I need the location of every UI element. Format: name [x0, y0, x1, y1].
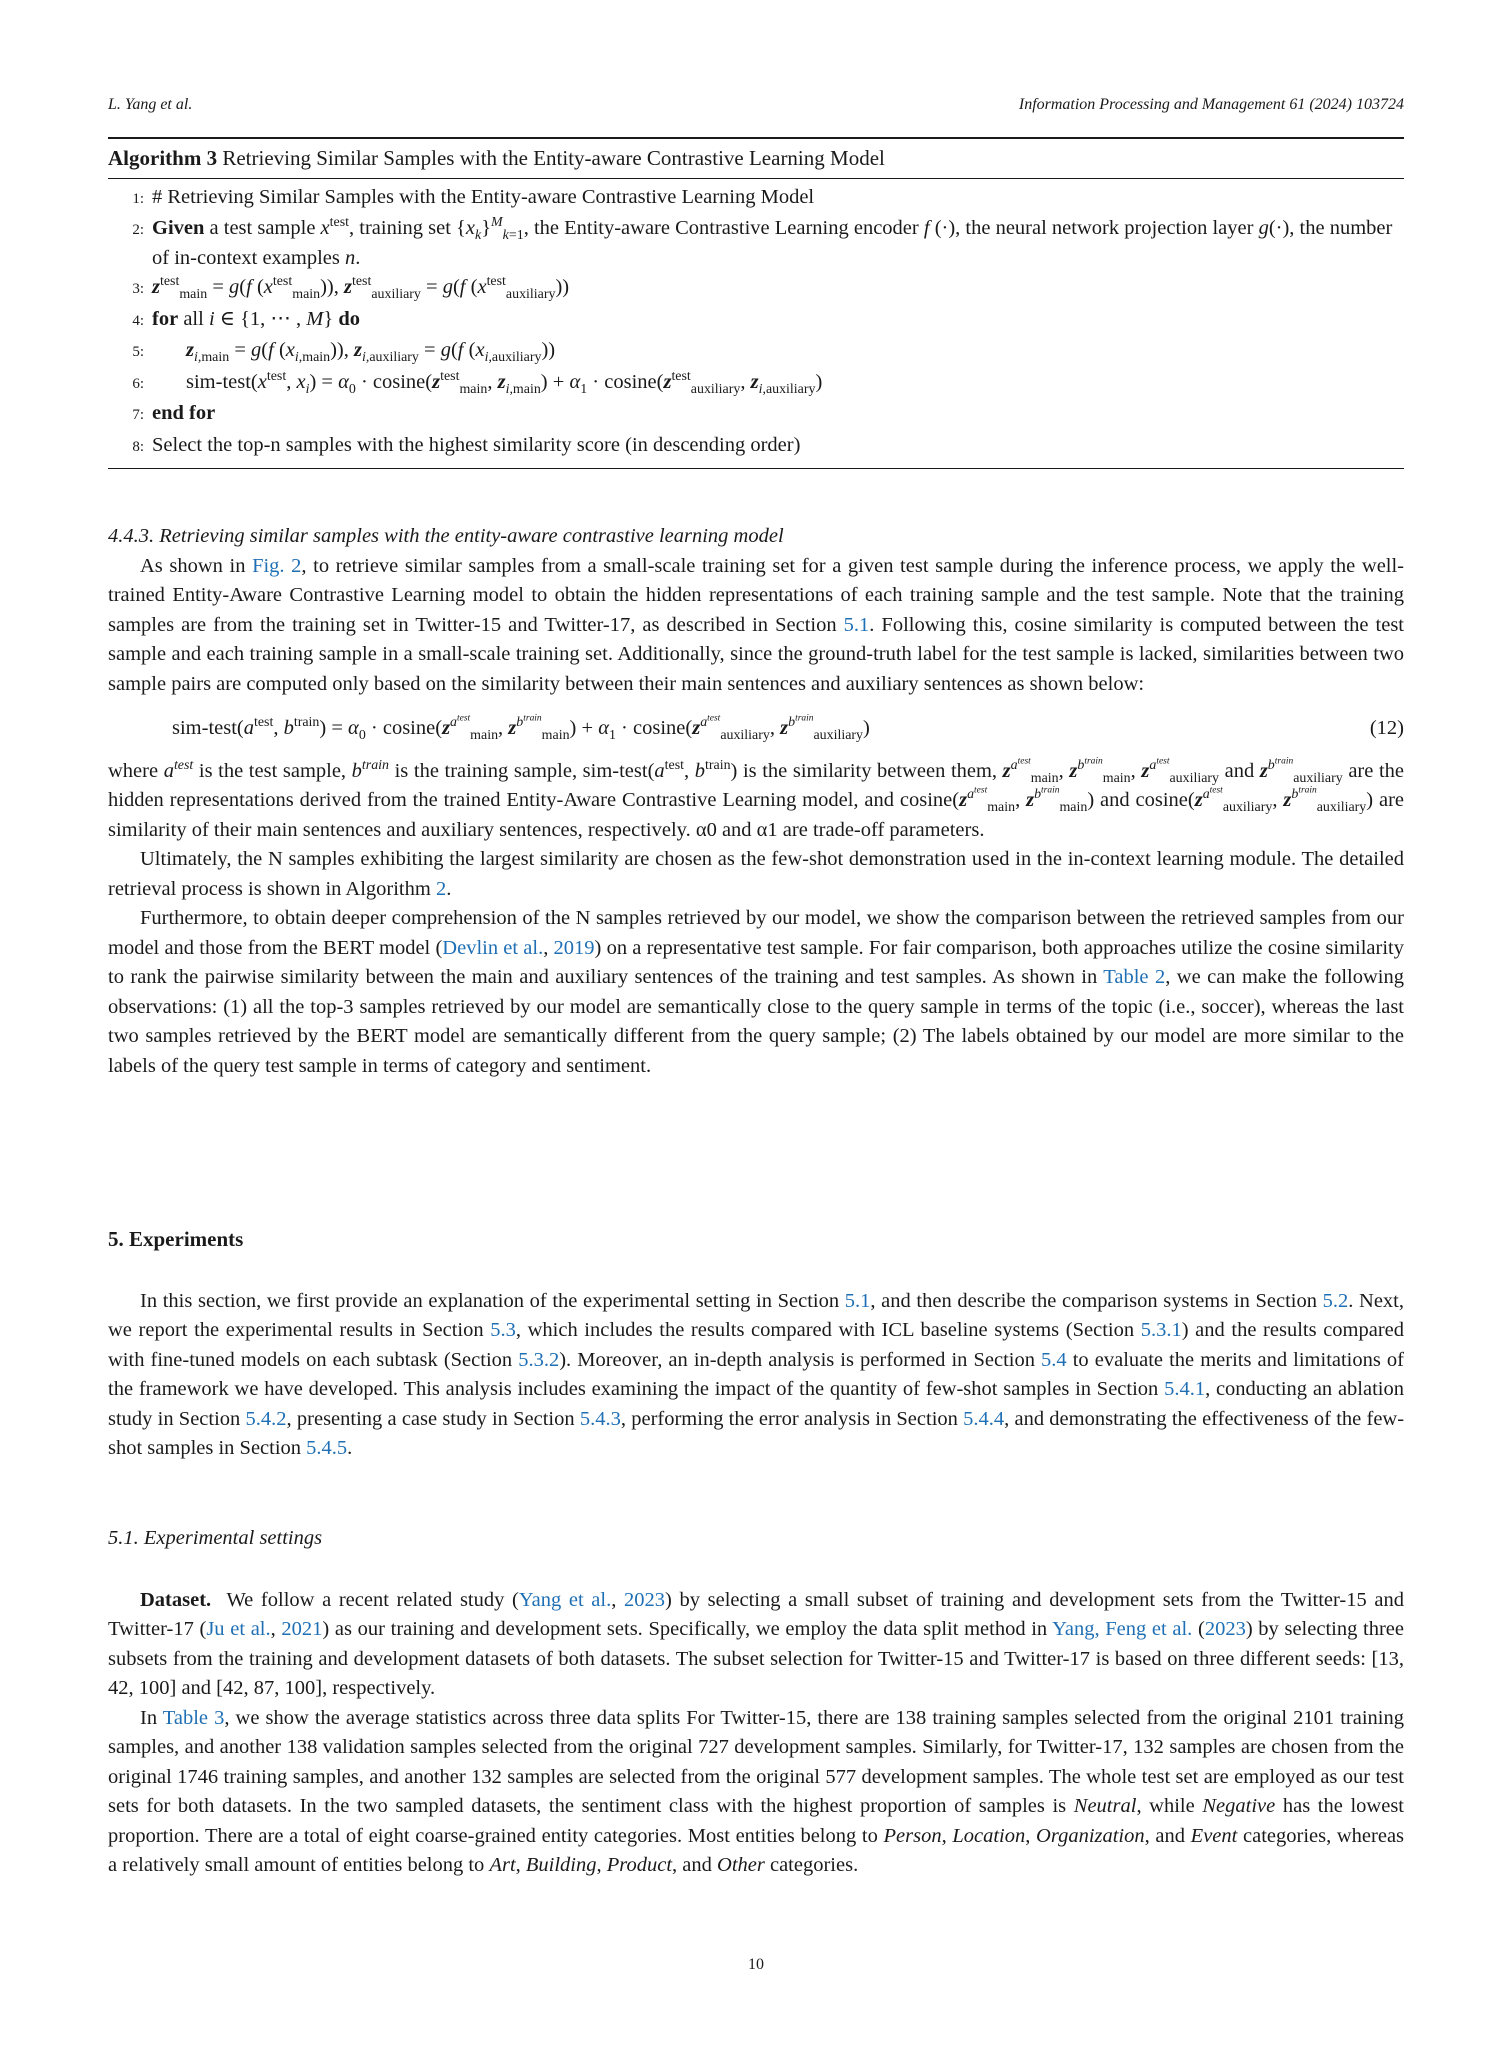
text: . Next, we report the experimental results in Section: [108, 1289, 1405, 1341]
citation-link[interactable]: Ju et al.: [206, 1618, 271, 1640]
section-title: 5.1. Experimental settings: [108, 1527, 323, 1549]
text: , and then describe the comparison systems in Section: [870, 1289, 1317, 1312]
citation-link[interactable]: Yang et al.: [518, 1588, 612, 1611]
algorithm-line-4: [108, 305, 1404, 337]
line-number: 6:: [132, 375, 144, 392]
algorithm-line-8: [108, 431, 1404, 463]
citation-link[interactable]: Devlin et al.: [442, 936, 544, 959]
text: We follow a recent related study (: [226, 1588, 519, 1611]
section-title: 4.4.3. Retrieving similar samples with the entity-aware contrastive learning model: [108, 525, 784, 547]
text: , and demonstrating the effectiveness of the few-shot samples in Section: [108, 1407, 1405, 1459]
section-link[interactable]: 5.3.2: [518, 1348, 560, 1371]
text: . Following this, cosine similarity is computed between the test sample and each training sample in a small-scale training set. Additionally, since the ground-truth label for the test sample is lacked, similarities between two sample pairs are computed only based on the similarity between their main sentences and auxiliary sentences as shown below:: [108, 613, 1405, 695]
table-link[interactable]: Table 3: [162, 1706, 225, 1729]
line-text: # Retrieving Similar Samples with the Entity-aware Contrastive Learning Model: [152, 185, 815, 208]
header-authors: L. Yang et al.: [108, 96, 193, 113]
paragraph: Dataset. We follow a recent related study (Yang et al., 2023) by selecting a small subset of training and development sets from the Twitter-15 and Twitter-17 (Ju et al., 2021) as our training and development sets. Specifically, we employ the data split method in Yang, Feng et al. (2023) by selecting three subsets from the training and development datasets of both datasets. The subset selection for Twitter-15 and Twitter-17 is based on three different seeds: [13, 42, 100] and [42, 87, 100], respectively.: [108, 1588, 1405, 1699]
section-4-4-3: [108, 522, 1404, 1081]
line-text: $z_{i,main} = g(f$ $(x_{i,main})$), $z_{i,auxiliary} = g(f$ $(x_{i,auxiliary})$): [186, 339, 556, 366]
page-number: 10: [748, 1956, 764, 1973]
paragraph-label: Dataset.: [140, 1588, 212, 1611]
section-link[interactable]: 5.4.1: [1164, 1378, 1206, 1400]
paragraph: In Table 3, we show the average statistics across three data splits For Twitter-15, there are 138 training samples selected from the original 2101 training samples, and another 138 validation samples selected from the original 727 development samples. Similarly, for Twitter-17, 132 samples are chosen from the original 1746 training samples, and another 132 samples are selected from the original 577 development samples. The whole test set are employed as our test sets for both datasets. In the two sampled datasets, the sentiment class with the highest proportion of samples is Neutral, while Negative has the lowest proportion. There are a total of eight coarse-grained entity categories. Most entities belong to Person, Location, Organization, and Event categories, whereas a relatively small amount of entities belong to Art, Building, Product, and Other categories.: [108, 1706, 1405, 1876]
category-name: Location: [952, 1824, 1026, 1847]
category-name: Event: [1190, 1824, 1238, 1847]
algorithm-caption: [108, 139, 1404, 178]
equation-body: sim-$test(a^{test}$, $b^{train}) = \alpha_0 \cdot cosine(z^{a^{test}}_{main}$, $z^{b^{train}}_{main}) + \alpha_1 \cdot cosine(z^{a^{test}}_{auxiliary}$, $z^{b^{train}}_{auxiliary}$): [172, 713, 870, 744]
algorithm-label: Algorithm 3: [108, 146, 218, 170]
text: In this section, we first provide an explanation of the experimental setting in Section: [140, 1289, 840, 1312]
table-link[interactable]: Table 2: [1103, 966, 1166, 988]
algorithm-line-6: [108, 368, 1404, 400]
line-number: 8:: [132, 438, 144, 455]
algorithm-line-1: [108, 183, 1404, 215]
text: categories, whereas a relatively small amount of entities belong to: [108, 1824, 1405, 1876]
algorithm-line-7: [108, 399, 1404, 431]
section-5: [108, 1225, 1404, 1464]
section-link[interactable]: 5.4.3: [579, 1407, 621, 1430]
text: ). Moreover, an in-depth analysis is performed in Section: [559, 1348, 1035, 1371]
citation-year-link[interactable]: 2023: [1204, 1618, 1246, 1640]
line-number: 3:: [132, 281, 144, 297]
algorithm-line-2: [108, 214, 1404, 273]
paper-page: [108, 0, 1404, 2063]
section-link[interactable]: 5.4.2: [245, 1407, 287, 1430]
category-name: Art: [489, 1854, 516, 1876]
line-number: 5:: [132, 344, 144, 360]
algorithm-lines: [108, 179, 1404, 469]
citation-year-link[interactable]: 2019: [553, 936, 595, 959]
section-link[interactable]: 5.1: [844, 1289, 871, 1312]
text: Furthermore, to obtain deeper comprehension of the N samples retrieved by our model, we show the comparison between the retrieved samples from our model and those from the BERT model (: [108, 907, 1404, 959]
line-text: [152, 214, 1404, 273]
section-link[interactable]: 5.3.1: [1140, 1319, 1182, 1341]
line-text: for all i ∈ {1, ⋯ , M} do: [152, 307, 360, 330]
section-title: 5. Experiments: [108, 1227, 244, 1251]
citation-link[interactable]: Yang, Feng et al.: [1052, 1618, 1193, 1640]
figure-link[interactable]: Fig. 2: [252, 554, 302, 577]
line2-math-text: a test sample $x^{test}$, training set $\{x_k\}^M_{k=1}$, the Entity-aware Contrastive Learning encoder f (·), the neural network projection layer g(·), the number of in-context examples n.: [152, 215, 1393, 269]
section-link[interactable]: 5.3: [490, 1319, 516, 1341]
text: , performing the error analysis in Section: [620, 1407, 958, 1430]
line-number: 2:: [132, 222, 144, 238]
keyword-do: do: [338, 307, 360, 330]
text: , we can make the following observations: (1) all the top-3 samples retrieved by our model are semantically close to the query sample in terms of the topic (i.e., soccer), whereas the last two samples retrieved by the BERT model are semantically different from the query sample; (2) The labels obtained by our model are more similar to the labels of the query test sample in terms of category and sentiment.: [108, 966, 1404, 1077]
algorithm-rule-bottom: [108, 468, 1404, 469]
text: , we show the average statistics across three data splits For Twitter-15, there are 138 training samples selected from the original 2101 training samples, and another 138 validation samples selected from the original 727 development samples. Similarly, for Twitter-17, 132 samples are chosen from the original 1746 training samples, and another 132 samples are selected from the original 577 development samples. The whole test set are employed as our test sets for both datasets. In the two sampled datasets, the sentiment class with the highest proportion of samples is: [108, 1706, 1404, 1817]
citation-year-link[interactable]: 2023: [624, 1588, 665, 1611]
category-name: Other: [717, 1854, 765, 1876]
section-link[interactable]: 5.4.4: [963, 1407, 1005, 1430]
text: has the lowest proportion. There are a total of eight coarse-grained entity categories. Most entities belong to: [108, 1795, 1404, 1847]
section-5-1: [108, 1524, 1404, 1881]
header-journal: Information Processing and Management 61 (2024) 103724: [1018, 96, 1404, 113]
section-link[interactable]: 5.2: [1322, 1289, 1349, 1312]
text: , presenting a case study in Section: [286, 1407, 575, 1430]
text: ) and the results compared with fine-tuned models on each subtask (Section: [108, 1319, 1405, 1371]
citation-year-link[interactable]: 2021: [281, 1618, 323, 1640]
line-number: 1:: [132, 190, 144, 207]
algorithm-link[interactable]: 2: [435, 877, 447, 900]
text: are similarity of their main sentences and auxiliary sentences, respectively. α0 and α1 are trade-off parameters.: [108, 789, 1405, 841]
algorithm-title: Retrieving Similar Samples with the Entity-aware Contrastive Learning Model: [222, 146, 885, 170]
text: ) on a representative test sample. For fair comparison, both approaches utilize the cosine similarity to rank the pairwise similarity between the main and auxiliary sentences of the training and test samples. As shown in: [108, 936, 1404, 988]
text: , and: [1144, 1824, 1186, 1847]
text: ) by selecting three subsets from the training and development datasets of both datasets. The subset selection for Twitter-15 and Twitter-17 is based on three different seeds: [13, 42, 100] and [42, 87, 100], respectively.: [108, 1618, 1404, 1699]
paragraph: [108, 552, 1404, 700]
algorithm-box: [108, 137, 1404, 469]
line-number: 7:: [132, 407, 144, 423]
category-name: Product: [606, 1854, 673, 1876]
text: As shown in: [140, 554, 246, 577]
section-link[interactable]: 5.4.5: [306, 1437, 348, 1459]
text: ) by selecting a small subset of training and development sets from the Twitter-15 and Twitter-17 (: [108, 1588, 1405, 1640]
equation-number: (12): [1369, 717, 1404, 739]
text: Ultimately, the N samples exhibiting the largest similarity are chosen as the few-shot demonstration used in the in-context learning module. The detailed retrieval process is shown in Algorithm: [108, 848, 1404, 900]
section-link[interactable]: 5.4: [1041, 1348, 1067, 1371]
text: , conducting an ablation study in Section: [108, 1378, 1404, 1430]
paragraph: where $a^{test}$ is the test sample, $b^{train}$ is the training sample, sim-$test(a^{test}$, $b^{train}$) is the similarity between them, $z^{a^{test}}_{main}$, $z^{b^{train}}_{main}$, $z^{a^{test}}_{auxiliary}$ and $z^{b^{train}}_{auxiliary}$ are the hidden representations derived from the trained Entity-Aware Contrastive Learning model, and $cosine(z^{a^{test}}_{main}$, $z^{b^{train}}_{main}$) and $cosine(z^{a^{test}}_{auxiliary}$, $z^{b^{train}}_{auxiliary}$) are similarity of their main sentences and auxiliary sentences, respectively. α0 and α1 are trade-off parameters.: [108, 756, 1405, 841]
class-name: Negative: [1202, 1795, 1276, 1817]
keyword-given: Given: [152, 217, 205, 239]
text: , to retrieve similar samples from a small-scale training set for a given test sample during the inference process, we apply the well-trained Entity-Aware Contrastive Learning model to obtain the hidden representations of each training sample and the test sample. Note that the training samples are from the training set in Twitter-15 and Twitter-17, as described in Section: [108, 554, 1405, 636]
section-link[interactable]: 5.1: [843, 613, 870, 636]
category-name: Building: [525, 1854, 597, 1876]
text: ) as our training and development sets. Specifically, we employ the data split method in: [322, 1618, 1048, 1640]
line-number: 4:: [132, 312, 144, 329]
keyword-end-for: end for: [152, 402, 216, 424]
category-name: Person: [883, 1824, 942, 1847]
line-text: $z^{test}_{main} = g(f$ $(x^{test}_{main})$), $z^{test}_{auxiliary} = g(f$ $(x^{test}_{auxiliary})$): [152, 274, 570, 303]
text: , while: [1136, 1795, 1195, 1817]
paragraph: Ultimately, the N samples exhibiting the largest similarity are chosen as the few-shot demonstration used in the in-context learning module. The detailed retrieval process is shown in Algorithm 2.: [108, 848, 1404, 900]
paragraph: Furthermore, to obtain deeper comprehension of the N samples retrieved by our model, we show the comparison between the retrieved samples from our model and those from the BERT model (Devlin et al., 2019) on a representative test sample. For fair comparison, both approaches utilize the cosine similarity to rank the pairwise similarity between the main and auxiliary sentences of the training and test samples. As shown in Table 2, we can make the following observations: (1) all the top-3 samples retrieved by our model are semantically close to the query sample in terms of the topic (i.e., soccer), whereas the last two samples retrieved by the BERT model are semantically different from the query sample; (2) The labels obtained by our model are more similar to the labels of the query test sample in terms of category and sentiment.: [108, 907, 1404, 1077]
category-name: Organization: [1036, 1824, 1145, 1847]
keyword-for: for: [152, 307, 179, 330]
text: to evaluate the merits and limitations of the framework we have developed. This analysis includes examining the impact of the quantity of few-shot samples in Section: [108, 1348, 1404, 1400]
algorithm-line-3: [108, 273, 1404, 305]
text: In: [140, 1706, 158, 1729]
equation-12: [108, 714, 1404, 744]
line-text: [152, 399, 1404, 429]
text: , which includes the results compared with ICL baseline systems (Section: [515, 1319, 1135, 1341]
text: categories.: [769, 1854, 859, 1876]
algorithm-line-5: [108, 336, 1404, 368]
class-name: Neutral: [1073, 1795, 1137, 1817]
line-text: Select the top-n samples with the highest similarity score (in descending order): [152, 433, 801, 456]
paragraph: In this section, we first provide an explanation of the experimental setting in Section 5.1, and then describe the comparison systems in Section 5.2. Next, we report the experimental results in Section 5.3, which includes the results compared with ICL baseline systems (Section 5.3.1) and the results compared with fine-tuned models on each subtask (Section 5.3.2). Moreover, an in-depth analysis is performed in Section 5.4 to evaluate the merits and limitations of the framework we have developed. This analysis includes examining the impact of the quantity of few-shot samples in Section 5.4.1, conducting an ablation study in Section 5.4.2, presenting a case study in Section 5.4.3, performing the error analysis in Section 5.4.4, and demonstrating the effectiveness of the few-shot samples in Section 5.4.5.: [108, 1289, 1405, 1459]
line-text: sim-$test(x^{test}$, $x_i) = \alpha_0 \cdot cosine(z^{test}_{main}$, $z_{i,main}) + \alpha_1 \cdot cosine(z^{test}_{auxiliary}$, $z_{i,auxiliary}$): [186, 368, 823, 397]
